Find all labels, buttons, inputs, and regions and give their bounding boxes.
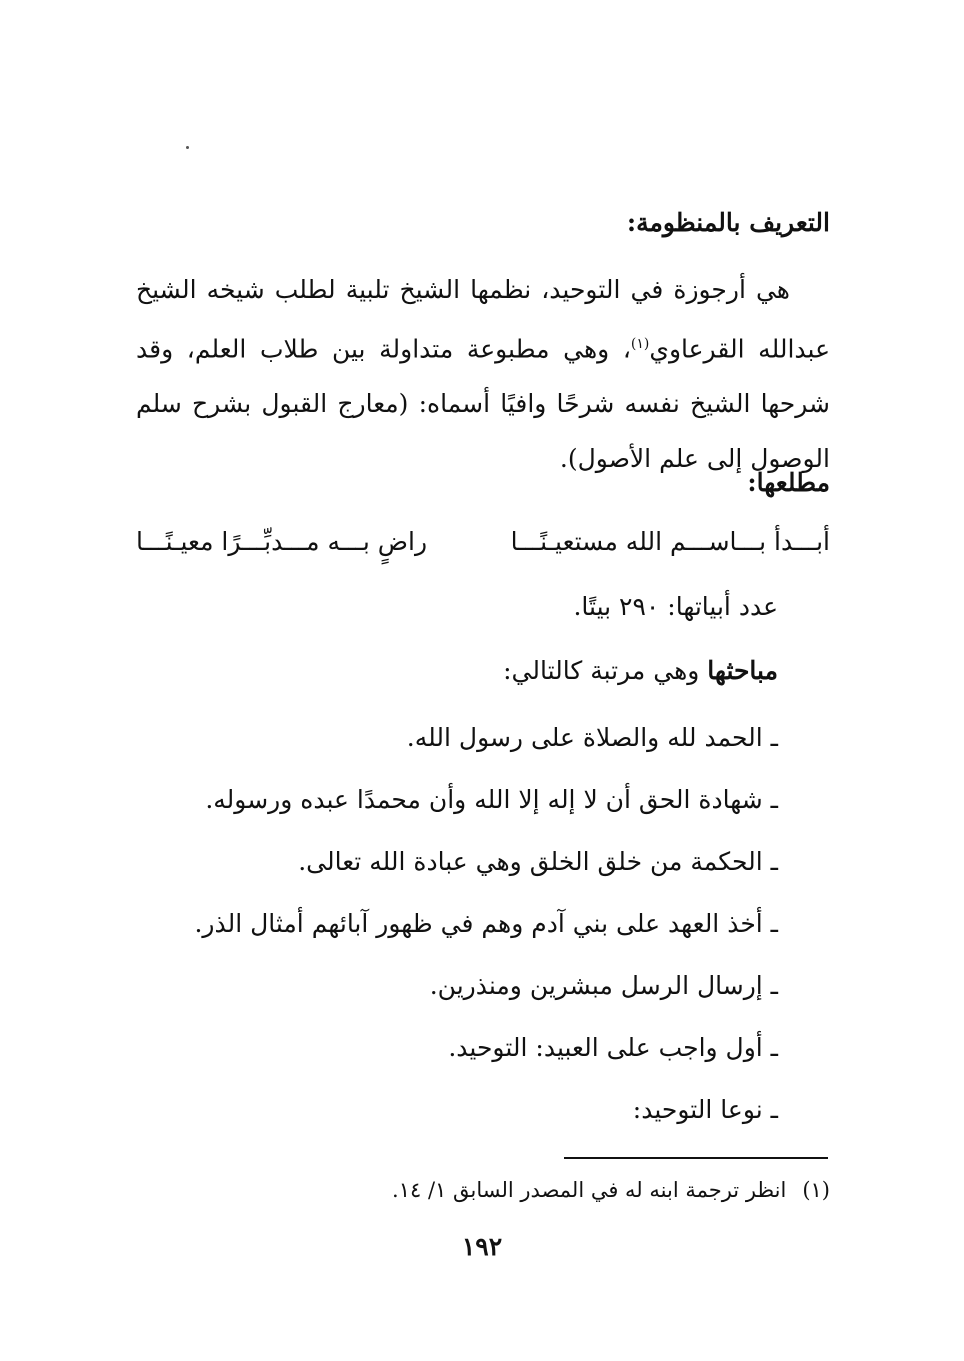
stray-dot <box>186 146 189 149</box>
topic-item: ـ الحكمة من خلق الخلق وهي عبادة الله تعالى. <box>298 847 778 876</box>
paragraph-text-2: ، وهي مطبوعة متداولة بين طلاب العلم، وقد شرحها الشيخ نفسه شرحًا وافيًا أسماه: (معارج القبول بشرح سلم الوصول إلى علم الأصول). <box>136 334 830 474</box>
topic-item: ـ شهادة الحق أن لا إله إلا الله وأن محمدًا عبده ورسوله. <box>205 785 778 814</box>
intro-paragraph <box>136 262 830 486</box>
topic-item: ـ أخذ العهد على بني آدم وهم في ظهور آبائهم أمثال الذر. <box>194 909 778 938</box>
topics-title <box>503 656 778 685</box>
page-number: ١٩٢ <box>461 1232 503 1261</box>
topic-item: ـ أول واجب على العبيد: التوحيد. <box>448 1033 778 1062</box>
footnote-marker: (١) <box>802 1178 830 1202</box>
footnote <box>392 1178 830 1202</box>
opening-heading: مطلعها: <box>747 468 830 497</box>
topics-list <box>194 712 778 1146</box>
footnote-text: انظر ترجمة ابنه له في المصدر السابق ١/ ١٤. <box>392 1178 787 1202</box>
section-heading: التعريف بالمنظومة: <box>626 208 830 237</box>
verse-second-half: راضٍ بـــه مـــدبِّـــرًا معيـنًـــا <box>136 527 428 556</box>
verse-first-half: أبـــدأ بـــاســـم الله مستعيـنًـــا <box>510 527 830 556</box>
verse-count: عدد أبياتها: ٢٩٠ بيتًا. <box>573 592 778 621</box>
footnote-reference[interactable]: (١) <box>630 336 650 352</box>
topics-title-rest: وهي مرتبة كالتالي: <box>503 656 708 685</box>
paragraph-text-1: هي أرجوزة في التوحيد، نظمها الشيخ تلبية لطلب شيخه الشيخ عبدالله القرعاوي <box>136 275 830 364</box>
topic-item: ـ الحمد لله والصلاة على رسول الله. <box>406 723 778 752</box>
topic-item: ـ نوعا التوحيد: <box>632 1095 778 1124</box>
topics-title-bold: مباحثها <box>707 656 778 685</box>
topic-item: ـ إرسال الرسل مبشرين ومنذرين. <box>429 971 778 1000</box>
footnote-divider <box>564 1157 828 1159</box>
